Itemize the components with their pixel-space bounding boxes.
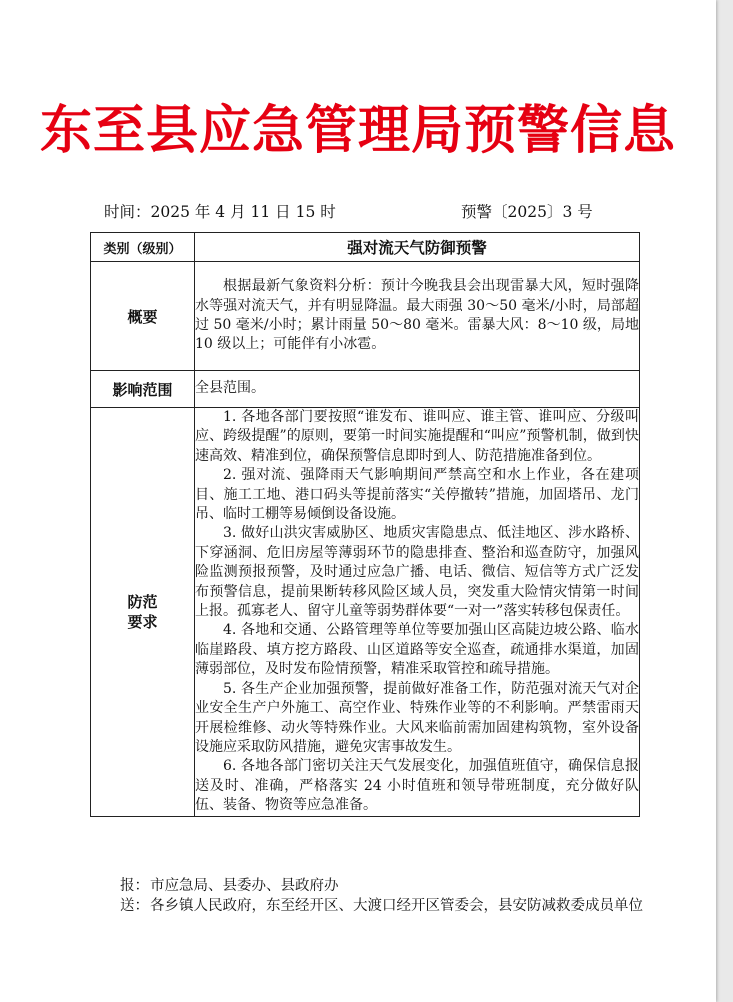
summary-label: 概要: [91, 262, 195, 371]
category-header: 类别（级别）: [91, 233, 195, 262]
requirement-item: 4. 各地和交通、公路管理等单位等要加强山区高陡边坡公路、临水临崖路段、填方挖方路段、山区道路等安全巡查，疏通排水渠道，加固薄弱部位，及时发布险情预警，精准采取管控和疏导措施。: [195, 622, 639, 678]
issue-time: 时间：2025 年 4 月 11 日 15 时: [104, 203, 336, 221]
requirements-row: [91, 408, 640, 817]
scope-text: 全县范围。: [195, 371, 640, 408]
requirements-cell: [195, 408, 640, 817]
category-value: 强对流天气防御预警: [195, 233, 640, 262]
requirements-label-line1: 防范: [127, 592, 158, 611]
report-row: [120, 876, 665, 896]
summary-cell: [195, 262, 640, 371]
report-recipients: 市应急局、县委办、县政府办: [150, 878, 339, 894]
category-row: [91, 233, 640, 262]
send-label: 送：: [120, 898, 149, 914]
requirements-label-line2: 要求: [127, 612, 158, 631]
report-label: 报：: [120, 878, 149, 894]
scope-label: 影响范围: [91, 371, 195, 408]
distribution-footer: [120, 876, 665, 916]
issue-number: 预警〔2025〕3 号: [461, 203, 593, 221]
requirement-item: 2. 强对流、强降雨天气影响期间严禁高空和水上作业，各在建项目、施工工地、港口码头等提前落实“关停撤转”措施，加固塔吊、龙门吊、临时工棚等易倾倒设备设施。: [195, 467, 639, 523]
requirement-item: 3. 做好山洪灾害威胁区、地质灾害隐患点、低洼地区、涉水路桥、下穿涵洞、危旧房屋等薄弱环节的隐患排查、整治和巡查防守，加强风险监测预报预警，及时通过应急广播、电话、微信、短信等方式广泛发布预警信息，提前果断转移风险区域人员，突发重大险情灾情第一时间上报。孤寡老人、留守儿童等弱势群体要“一对一”落实转移包保责任。: [195, 525, 639, 620]
send-row: [120, 896, 665, 916]
requirements-label: [91, 408, 195, 817]
summary-text: 根据最新气象资料分析：预计今晚我县会出现雷暴大风，短时强降水等强对流天气，并有明显降温。最大雨强 30～50 毫米/小时，局部超过 50 毫米/小时；累计雨量 50～80 毫米。雷暴大风：8～10 级，局地 10 级以上；可能伴有小冰雹。: [195, 278, 639, 353]
requirement-item: 1. 各地各部门要按照“谁发布、谁叫应、谁主管、谁叫应、分级叫应、跨级提醒”的原则，要第一时间实施提醒和“叫应”预警机制，做到快速高效、精准到位，确保预警信息即时到人、防范措施准备到位。: [195, 409, 639, 464]
scope-row: [91, 371, 640, 408]
requirement-item: 5. 各生产企业加强预警，提前做好准备工作，防范强对流天气对企业安全生产户外施工、高空作业、特殊作业等的不利影响。严禁雷雨天开展检维修、动火等特殊作业。大风来临前需加固建构筑物，室外设备设施应采取防风措施，避免灾害事故发生。: [195, 680, 639, 755]
summary-row: [91, 262, 640, 371]
warning-table: [90, 232, 640, 817]
requirement-item: 6. 各地各部门密切关注天气发展变化，加强值班值守，确保信息报送及时、准确，严格落实 24 小时值班和领导带班制度，充分做好队伍、装备、物资等应急准备。: [195, 758, 639, 814]
document-title: 东至县应急管理局预警信息: [39, 100, 676, 161]
send-recipients: 各乡镇人民政府，东至经开区、大渡口经开区管委会，县安防减救委成员单位: [150, 898, 643, 914]
